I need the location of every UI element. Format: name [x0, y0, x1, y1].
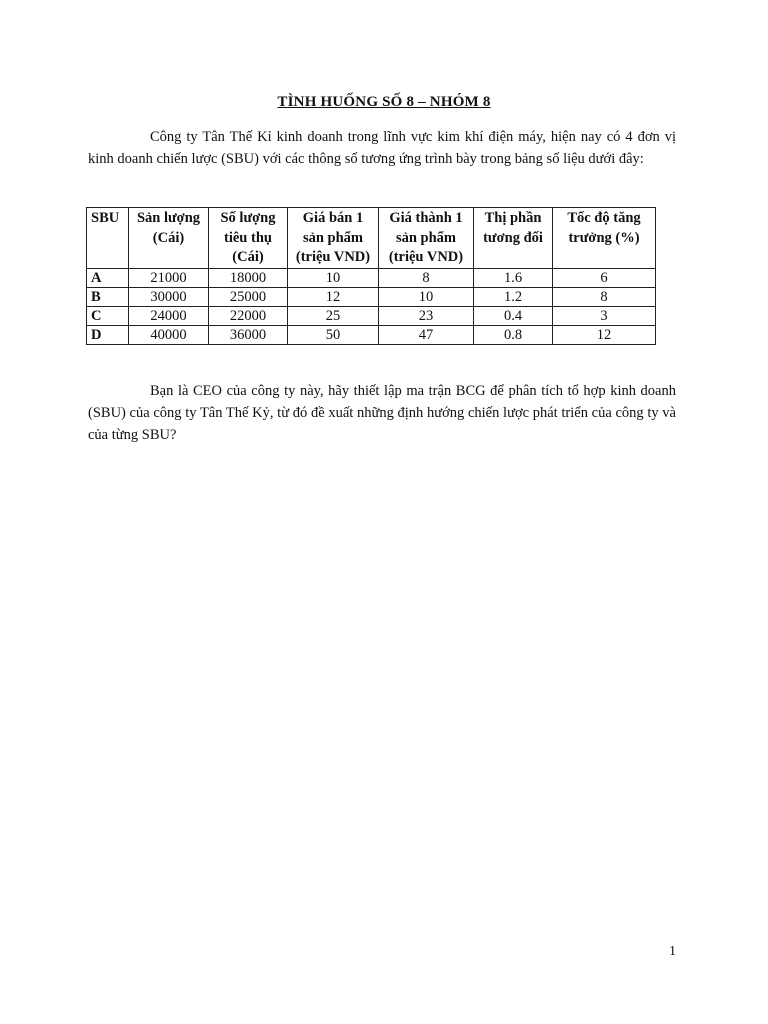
cell-growth-rate: 12: [553, 325, 656, 344]
sbu-table: [86, 207, 656, 345]
cell-production: 21000: [129, 268, 209, 287]
cell-sbu: B: [87, 287, 129, 306]
cell-relative-share: 1.2: [474, 287, 553, 306]
header-consumption: Số lượng tiêu thụ (Cái): [209, 208, 288, 269]
cell-cost-price: 23: [379, 306, 474, 325]
cell-production: 40000: [129, 325, 209, 344]
table-row: [87, 325, 656, 344]
cell-consumption: 18000: [209, 268, 288, 287]
header-selling-price: Giá bán 1 sản phẩm (triệu VND): [288, 208, 379, 269]
cell-selling-price: 50: [288, 325, 379, 344]
cell-sbu: A: [87, 268, 129, 287]
cell-growth-rate: 8: [553, 287, 656, 306]
cell-consumption: 36000: [209, 325, 288, 344]
cell-consumption: 25000: [209, 287, 288, 306]
cell-growth-rate: 6: [553, 268, 656, 287]
header-growth-rate: Tốc độ tăng trưởng (%): [553, 208, 656, 269]
cell-relative-share: 0.8: [474, 325, 553, 344]
table-header-row: [87, 208, 656, 269]
cell-selling-price: 12: [288, 287, 379, 306]
table-row: [87, 268, 656, 287]
table-row: [87, 306, 656, 325]
page-number: 1: [669, 944, 676, 959]
intro-paragraph: Công ty Tân Thế Kỉ kinh doanh trong lĩnh vực kim khí điện máy, hiện nay có 4 đơn vị kinh doanh chiến lược (SBU) với các thông số tương ứng trình bày trong bảng số liệu dưới đây:: [88, 129, 676, 167]
document-title: TÌNH HUỐNG SỐ 8 – NHÓM 8: [277, 94, 491, 110]
cell-cost-price: 47: [379, 325, 474, 344]
table-row: [87, 287, 656, 306]
cell-relative-share: 0.4: [474, 306, 553, 325]
cell-cost-price: 8: [379, 268, 474, 287]
cell-growth-rate: 3: [553, 306, 656, 325]
header-sbu: SBU: [87, 208, 129, 269]
cell-cost-price: 10: [379, 287, 474, 306]
header-production: Sản lượng (Cái): [129, 208, 209, 269]
cell-sbu: C: [87, 306, 129, 325]
cell-selling-price: 10: [288, 268, 379, 287]
cell-selling-price: 25: [288, 306, 379, 325]
cell-sbu: D: [87, 325, 129, 344]
cell-consumption: 22000: [209, 306, 288, 325]
cell-production: 30000: [129, 287, 209, 306]
header-relative-share: Thị phần tương đối: [474, 208, 553, 269]
cell-relative-share: 1.6: [474, 268, 553, 287]
question-paragraph: Bạn là CEO của công ty này, hãy thiết lập ma trận BCG để phân tích tổ hợp kinh doanh (SBU) của công ty Tân Thế Kỷ, từ đó đề xuất những định hướng chiến lược phát triển của công ty và của từng SBU?: [88, 383, 676, 443]
cell-production: 24000: [129, 306, 209, 325]
header-cost-price: Giá thành 1 sản phẩm (triệu VND): [379, 208, 474, 269]
